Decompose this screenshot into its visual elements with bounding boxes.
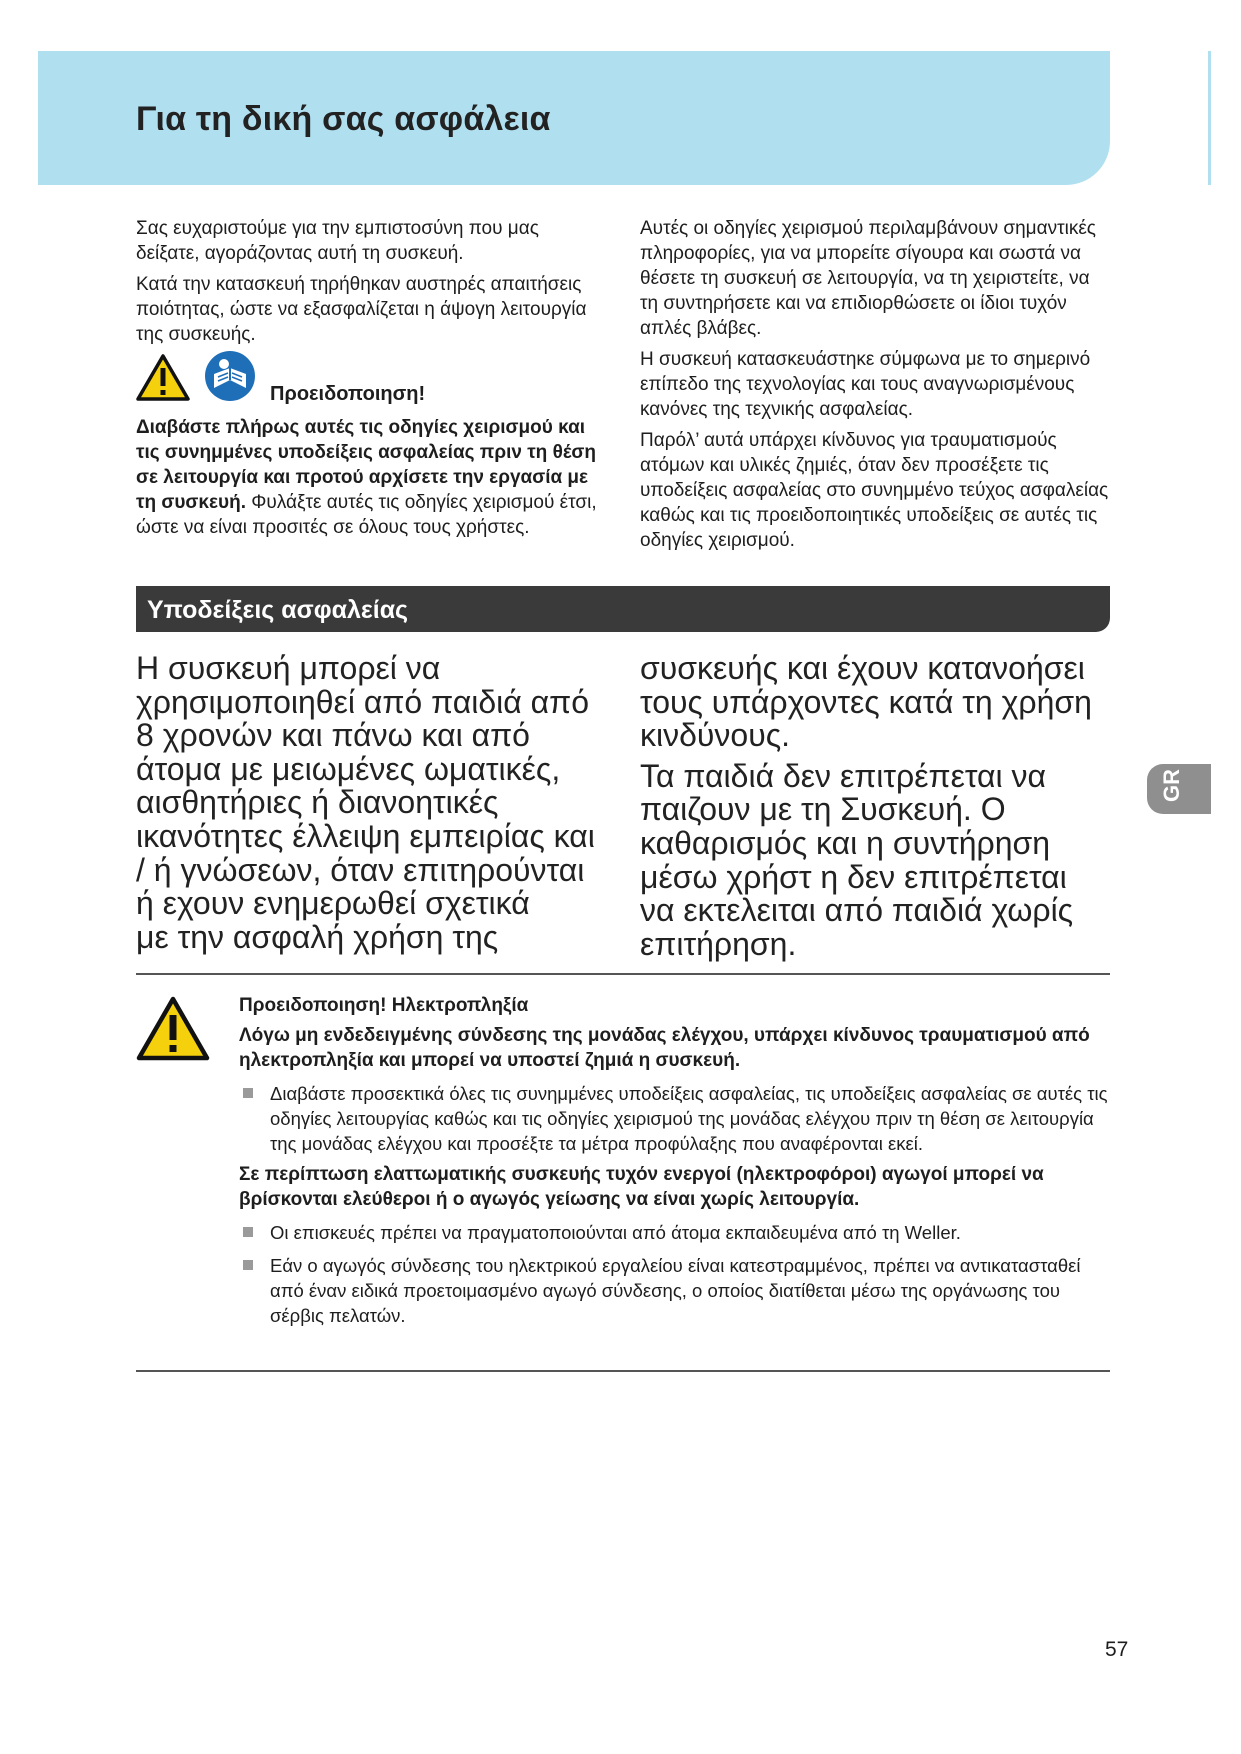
- large-text-line: με την ασφαλή χρήση της: [136, 918, 499, 955]
- page-title: Για τη δική σας ασφάλεια: [136, 100, 551, 138]
- large-text-line: Τα παιδιά δεν επιτρέπεται να: [640, 757, 1047, 794]
- bullet-item: [239, 1253, 1109, 1328]
- large-text-line: συσκευής και έχουν κατανοήσει: [640, 650, 1085, 686]
- large-text-line: Η συσκευή μπορεί να: [136, 650, 441, 686]
- intro-right-column: [640, 216, 1112, 559]
- warning-title: Προειδοποιηση!: [270, 383, 426, 405]
- page-number: 57: [1105, 1638, 1129, 1661]
- electric-warning-bold-2: Σε περίπτωση ελαττωματικής συσκευής τυχόν ενεργοί (ηλεκτροφόροι) αγωγοί μπορεί να βρίσκονται ελεύθεροι ή ο αγωγός γείωσης να είναι χωρίς λειτουργία.: [239, 1164, 1044, 1210]
- large-text-line: να εκτελειται από παιδιά χωρίς: [640, 892, 1074, 929]
- large-text-line: άτομα με μειωμένες ωματικές,: [136, 750, 561, 787]
- warning-header: [136, 353, 606, 415]
- bullet-text-1: Διαβάστε προσεκτικά όλες τις συνημμένες υποδείξεις ασφαλείας, τις υποδείξεις ασφαλείας σε αυτές τις οδηγίες λειτουργίας καθώς και τις οδηγίες χειρισμού της μονάδας ελέγχου πριν τη θέση σε λειτουργία της μονάδας ελέγχου και προσέξτε τα μέτρα προφύλαξης που αναφέρονται εκεί.: [270, 1083, 1108, 1154]
- warning-triangle-icon: [136, 353, 190, 401]
- electric-warning-bold-1: Λόγω μη ενδεδειγμένης σύνδεσης της μονάδας ελέγχου, υπάρχει κίνδυνος τραυματισμού από ηλεκτροπληξία και μπορεί να υποστεί ζημιά η συσκευή.: [239, 1025, 1090, 1071]
- divider-bottom: [136, 1370, 1110, 1372]
- intro-right-paragraph-1: Αυτές οι οδηγίες χειρισμού περιλαμβάνουν σημαντικές πληροφορίες, για να μπορείτε σίγουρα και σωστά να θέσετε τη συσκευή σε λειτουργία, να τη χειριστείτε, να τη συντηρήσετε και να επιδιορθώσετε οι ίδιοι τυχόν απλές βλάβες.: [640, 218, 1096, 339]
- large-text-line: τους υπάρχοντες κατά τη χρήση: [640, 683, 1092, 720]
- warning-text: [136, 415, 606, 540]
- section-title: Υποδείξεις ασφαλείας: [147, 596, 409, 624]
- electric-warning-triangle-icon: [136, 995, 210, 1061]
- bullet-text-2: Οι επισκευές πρέπει να πραγματοποιούνται από άτομα εκπαιδευμένα από τη Weller.: [270, 1222, 961, 1243]
- large-text-line: ικανότητες έλλειψη εμπειρίας και: [136, 817, 595, 854]
- bullet-square-icon: [243, 1227, 253, 1237]
- bullet-text-3: Εάν ο αγωγός σύνδεσης του ηλεκτρικού εργαλείου είναι κατεστραμμένος, πρέπει να αντικατασταθεί από έναν ειδικά προετοιμασμένο αγωγό σύνδεσης, ο οποίος διατίθεται μέσω της οργάνωσης του σέρβις πελατών.: [270, 1255, 1081, 1326]
- large-text-right: [640, 652, 1110, 961]
- intro-right-paragraph-3: Παρόλ’ αυτά υπάρχει κίνδυνος για τραυματισμούς ατόμων και υλικές ζημιές, όταν δεν προσέξετε τις υποδείξεις ασφαλείας στο συνημμένο τεύχος ασφαλείας καθώς και τις προειδοποιητικές υποδείξεις σε αυτές τις οδηγίες χειρισμού.: [640, 430, 1109, 551]
- bullet-square-icon: [243, 1088, 253, 1098]
- electric-warning-block: [239, 993, 1109, 1328]
- language-tab-label: GR: [1159, 769, 1184, 802]
- header-edge-rule: [1208, 51, 1211, 185]
- large-text-line: αισθητήριες ή διανοητικές: [136, 784, 499, 821]
- large-text-line: / ή γνώσεων, όταν επιτηρούνται: [136, 851, 585, 888]
- warning-text-bold: Διαβάστε πλήρως αυτές τις οδηγίες χειρισμού και τις συνημμένες υποδείξεις ασφαλείας πριν τη θέση σε λειτουργία και προτού αρχίσετε την εργασία με τη συσκευή.: [136, 417, 597, 513]
- intro-paragraph-2: Κατά την κατασκευή τηρήθηκαν αυστηρές απαιτήσεις ποιότητας, ώστε να εξασφαλίζεται η άψογη λειτουργία της συσκευής.: [136, 274, 587, 345]
- large-text-line: παιζουν με τη Συσκευή. Ο: [640, 791, 1006, 828]
- intro-paragraph-1: Σας ευχαριστούμε για την εμπιστοσύνη που μας δείξατε, αγοράζοντας αυτή τη συσκευή.: [136, 218, 539, 264]
- intro-right-paragraph-2: Η συσκευή κατασκευάστηκε σύμφωνα με το σημερινό επίπεδο της τεχνολογίας και τους αναγνωρισμένους κανόνες της τεχνικής ασφαλείας.: [640, 349, 1091, 420]
- large-text-line: 8 χρονών και πάνω και από: [136, 717, 530, 754]
- large-text-line: κινδύνους.: [640, 717, 791, 754]
- bullet-item: [239, 1081, 1109, 1156]
- large-text-line: χρησιμοποιηθεί από παιδιά από: [136, 683, 590, 720]
- large-text-line: ή εχουν ενημερωθεί σχετικά: [136, 885, 530, 922]
- bullet-square-icon: [243, 1260, 253, 1270]
- large-text-line: μέσω χρήστ η δεν επιτρέπεται: [640, 858, 1067, 895]
- read-manual-icon: [204, 350, 256, 402]
- large-text-line: επιτήρηση.: [640, 925, 797, 962]
- divider-top: [136, 973, 1110, 975]
- electric-warning-title: Προειδοποιηση! Ηλεκτροπληξία: [239, 995, 529, 1016]
- large-text-line: καθαρισμός και η συντήρηση: [640, 824, 1051, 861]
- bullet-item: [239, 1220, 1109, 1245]
- warning-text-normal: Φυλάξτε αυτές τις οδηγίες χειρισμού έτσι, ώστε να είναι προσιτές σε όλους τους χρήστες.: [136, 492, 597, 538]
- large-text-left: [136, 652, 636, 954]
- intro-left-column: [136, 216, 606, 546]
